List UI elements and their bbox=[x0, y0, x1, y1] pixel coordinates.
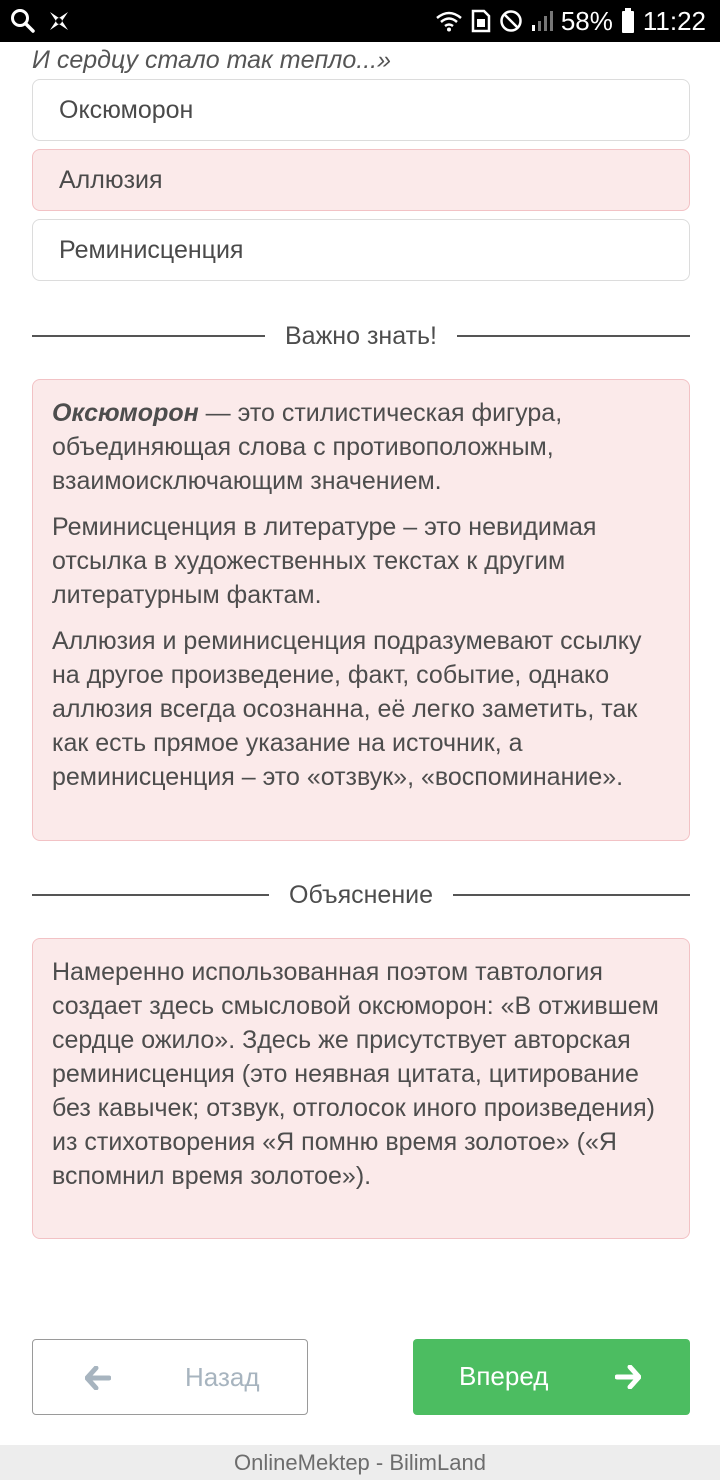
clock: 11:22 bbox=[642, 5, 706, 36]
divider-line bbox=[457, 335, 690, 337]
definition-text: — это стилистическая фигура, объединяющая слова с противоположным, взаимоисключающим значением. bbox=[52, 399, 563, 495]
option-oxymoron[interactable] bbox=[32, 79, 690, 141]
back-label: Назад bbox=[185, 1362, 260, 1392]
explanation-text: Намеренно использованная поэтом тавтология создает здесь смысловой оксюморон: «В отжившем сердце ожило». Здесь же присутствует авторская реминисценция (это неявная цитата, цитирование без кавычек; отзвук, отголосок иного произведения) из стихотворения «Я помню время золотое» («Я вспомнил время золотое»). bbox=[52, 958, 659, 1190]
important-card bbox=[32, 379, 690, 841]
divider-line bbox=[32, 335, 265, 337]
explanation-divider bbox=[32, 875, 690, 915]
option-reminiscence[interactable] bbox=[32, 219, 690, 281]
explanation-heading: Объяснение bbox=[289, 880, 433, 909]
option-label: Реминисценция bbox=[59, 235, 244, 264]
status-bar bbox=[0, 0, 720, 42]
explanation-card bbox=[32, 938, 690, 1239]
wifi-icon bbox=[435, 10, 463, 32]
next-button[interactable] bbox=[413, 1339, 690, 1415]
divider-line bbox=[32, 894, 269, 896]
option-allusion[interactable] bbox=[32, 149, 690, 211]
no-disturb-icon bbox=[499, 9, 523, 33]
app-icon bbox=[46, 8, 72, 34]
arrow-right-icon bbox=[615, 1365, 641, 1396]
arrow-left-icon bbox=[85, 1366, 111, 1397]
status-right bbox=[435, 6, 706, 37]
signal-icon bbox=[531, 10, 553, 32]
option-label: Оксюморон bbox=[59, 95, 194, 124]
question-text: И сердцу стало так тепло...» bbox=[32, 46, 392, 74]
important-divider bbox=[32, 316, 690, 356]
battery-percent: 58% bbox=[560, 5, 613, 36]
definition-oxymoron bbox=[52, 396, 671, 498]
term-oxymoron: Оксюморон bbox=[52, 399, 199, 427]
footer bbox=[0, 1445, 720, 1480]
battery-icon bbox=[621, 8, 635, 34]
divider-line bbox=[453, 894, 690, 896]
definition-reminiscence: Реминисценция в литературе – это невидимая отсылка в художественных текстах к другим литературным фактам. bbox=[52, 513, 597, 609]
footer-brand: OnlineMektep - BilimLand bbox=[234, 1449, 486, 1475]
sim-icon bbox=[471, 9, 491, 33]
option-label: Аллюзия bbox=[59, 165, 163, 194]
status-left bbox=[10, 8, 72, 34]
definition-allusion: Аллюзия и реминисценция подразумевают ссылку на другое произведение, факт, событие, однако аллюзия всегда осознанна, её легко заметить, так как есть прямое указание на источник, а реминисценция – это «отзвук», «воспоминание». bbox=[52, 627, 642, 791]
important-heading: Важно знать! bbox=[285, 321, 438, 350]
search-icon bbox=[10, 8, 36, 34]
next-label: Вперед bbox=[459, 1361, 549, 1391]
back-button[interactable] bbox=[32, 1339, 308, 1415]
